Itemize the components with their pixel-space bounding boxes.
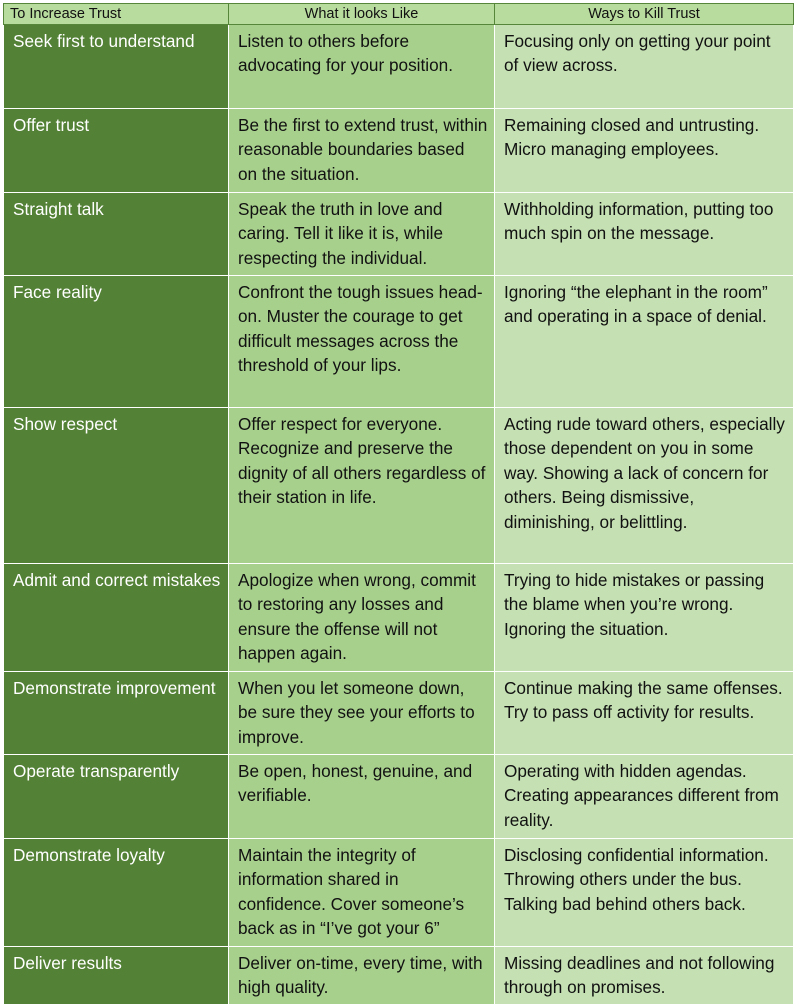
behavior-cell: Seek first to understand: [4, 25, 229, 109]
looks-like-cell: Speak the truth in love and caring. Tell it like it is, while respecting the individual.: [229, 193, 495, 276]
looks-like-cell: Maintain the integrity of information shared in confidence. Cover someone’s back as in “I’ve got your 6”: [229, 839, 495, 947]
kill-trust-cell: Continue making the same offenses. Try to pass off activity for results.: [495, 672, 794, 755]
table-row: [4, 193, 794, 276]
header-increase-trust: To Increase Trust: [4, 4, 229, 25]
table-row: [4, 947, 794, 1005]
table-row: [4, 408, 794, 564]
behavior-cell: Deliver results: [4, 947, 229, 1005]
table-row: [4, 672, 794, 755]
table-row: [4, 564, 794, 672]
table-row: [4, 25, 794, 109]
kill-trust-cell: Withholding information, putting too much spin on the message.: [495, 193, 794, 276]
kill-trust-cell: Missing deadlines and not following through on promises.: [495, 947, 794, 1005]
kill-trust-cell: Trying to hide mistakes or passing the blame when you’re wrong. Ignoring the situation.: [495, 564, 794, 672]
kill-trust-cell: Focusing only on getting your point of view across.: [495, 25, 794, 109]
trust-table: [3, 3, 794, 1005]
header-what-it-looks-like: What it looks Like: [229, 4, 495, 25]
behavior-cell: Straight talk: [4, 193, 229, 276]
table-row: [4, 839, 794, 947]
looks-like-cell: Listen to others before advocating for your position.: [229, 25, 495, 109]
header-ways-to-kill-trust: Ways to Kill Trust: [495, 4, 794, 25]
behavior-cell: Admit and correct mistakes: [4, 564, 229, 672]
looks-like-cell: Deliver on-time, every time, with high quality.: [229, 947, 495, 1005]
behavior-cell: Face reality: [4, 276, 229, 408]
header-row: [4, 4, 794, 25]
looks-like-cell: Apologize when wrong, commit to restoring any losses and ensure the offense will not happen again.: [229, 564, 495, 672]
kill-trust-cell: Disclosing confidential information. Throwing others under the bus. Talking bad behind others back.: [495, 839, 794, 947]
behavior-cell: Show respect: [4, 408, 229, 564]
looks-like-cell: Be the first to extend trust, within reasonable boundaries based on the situation.: [229, 109, 495, 193]
behavior-cell: Offer trust: [4, 109, 229, 193]
table-row: [4, 109, 794, 193]
behavior-cell: Demonstrate loyalty: [4, 839, 229, 947]
behavior-cell: Demonstrate improvement: [4, 672, 229, 755]
looks-like-cell: Be open, honest, genuine, and verifiable.: [229, 755, 495, 839]
table-row: [4, 755, 794, 839]
looks-like-cell: Confront the tough issues head-on. Muster the courage to get difficult messages across the threshold of your lips.: [229, 276, 495, 408]
kill-trust-cell: Remaining closed and untrusting. Micro managing employees.: [495, 109, 794, 193]
looks-like-cell: When you let someone down, be sure they see your efforts to improve.: [229, 672, 495, 755]
kill-trust-cell: Ignoring “the elephant in the room” and operating in a space of denial.: [495, 276, 794, 408]
looks-like-cell: Offer respect for everyone. Recognize and preserve the dignity of all others regardless of their station in life.: [229, 408, 495, 564]
behavior-cell: Operate transparently: [4, 755, 229, 839]
table-row: [4, 276, 794, 408]
kill-trust-cell: Operating with hidden agendas. Creating appearances different from reality.: [495, 755, 794, 839]
kill-trust-cell: Acting rude toward others, especially those dependent on you in some way. Showing a lack of concern for others. Being dismissive, diminishing, or belittling.: [495, 408, 794, 564]
